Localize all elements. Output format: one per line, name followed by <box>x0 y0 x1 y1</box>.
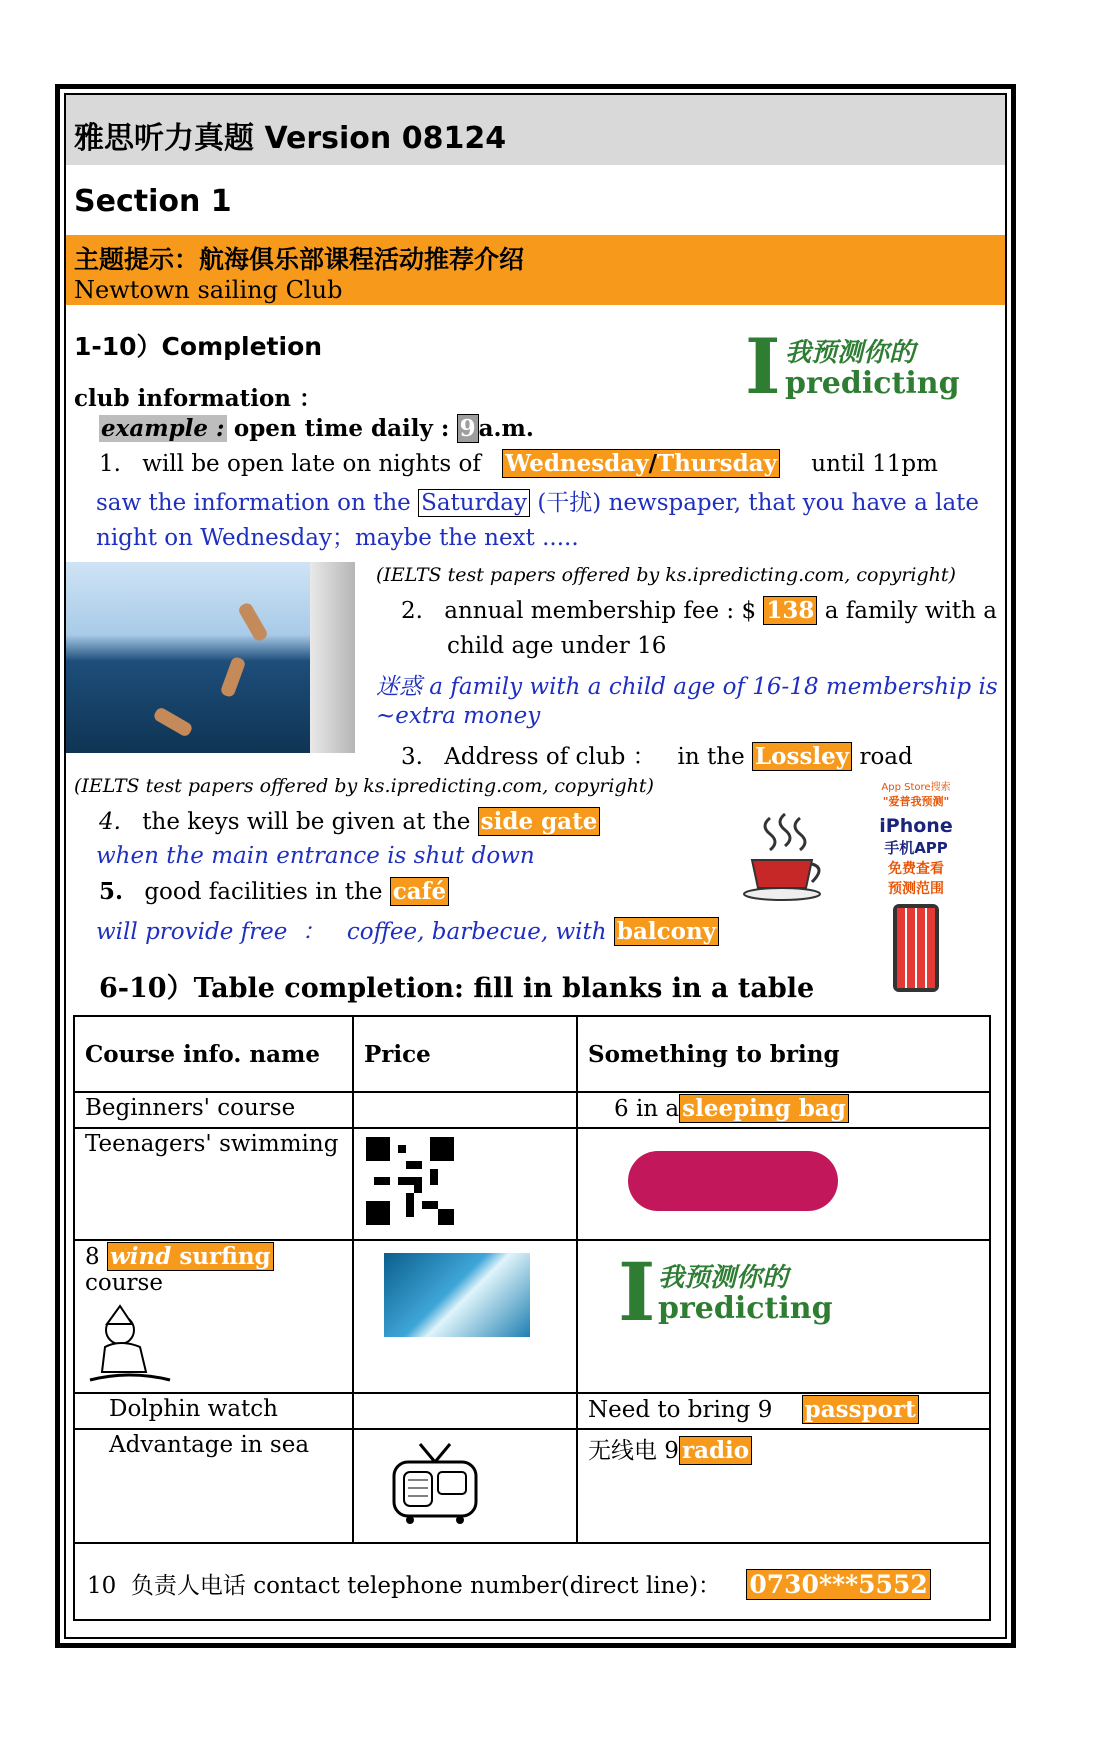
q5-note: will provide free ： coffee, barbecue, with balcony <box>96 913 719 946</box>
sleeping-bag-photo <box>628 1151 838 1211</box>
q6-answer: sleeping bag <box>679 1094 849 1123</box>
q2-note1: 迷惑 a family with a child age of 16-18 membership is <box>376 674 998 700</box>
q1-answer: Wednesday/Thursday <box>502 449 780 478</box>
row4-price <box>353 1393 577 1429</box>
q5-answer: café <box>390 877 449 906</box>
example-answer: 9 <box>457 414 479 443</box>
header-course: Course info. name <box>74 1016 353 1092</box>
q8-answer: wind surfing <box>107 1242 274 1271</box>
santa-surfer-icon <box>85 1302 175 1390</box>
copyright-2: (IELTS test papers offered by ks.ipredicting.com, copyright) <box>74 775 654 797</box>
row2-name: Teenagers' swimming <box>74 1128 353 1240</box>
phone-image <box>893 904 939 992</box>
section-title: Section 1 <box>74 184 232 219</box>
q9-answer-radio: radio <box>679 1436 752 1465</box>
table-row <box>74 1128 990 1240</box>
footer-text: 10 负责人电话 contact telephone number(direct line)： <box>87 1573 722 1599</box>
q1-tail: until 11pm <box>811 451 938 477</box>
row4-name: Dolphin watch <box>74 1393 353 1429</box>
q2-line2: child age under 16 <box>447 633 667 659</box>
app-ad <box>878 778 954 1014</box>
ipredicting-logo <box>745 322 960 411</box>
topic-en: Newtown sailing Club <box>74 276 343 304</box>
row5-name: Advantage in sea <box>74 1429 353 1543</box>
row1-price <box>353 1092 577 1128</box>
q1-num: 1. <box>99 451 121 477</box>
row2-price <box>353 1128 577 1240</box>
app-ad-line4: 手机APP <box>884 839 948 857</box>
app-ad-line5: 免费查看 <box>888 861 944 877</box>
q2-line: 2. annual membership fee : $ 138 a family with a <box>401 597 997 624</box>
q3-line: 3. Address of club ： in the Lossley road <box>401 743 913 770</box>
table-row <box>74 1393 990 1429</box>
row3-price <box>353 1240 577 1393</box>
example-line <box>99 415 534 442</box>
q2-answer: 138 <box>763 596 817 625</box>
q9-answer: passport <box>802 1395 919 1424</box>
example-text: open time daily : <box>233 415 450 442</box>
row1-bring: 6 in a sleeping bag <box>577 1092 990 1128</box>
club-info-heading: club information ： <box>74 385 323 412</box>
row5-bring: 无线电 9 radio <box>577 1429 990 1543</box>
row1-name: Beginners' course <box>74 1092 353 1128</box>
row3-bring <box>577 1240 990 1393</box>
q2-note2: ~extra money <box>376 703 541 729</box>
q1-text: will be open late on nights of <box>142 451 481 477</box>
logo-en: predicting <box>785 366 960 401</box>
table-row <box>74 1240 990 1393</box>
surfing-photo <box>384 1253 530 1337</box>
completion-heading: 1-10）Completion <box>74 332 323 361</box>
app-ad-line3: iPhone <box>879 815 953 837</box>
table-heading: 6-10）Table completion: fill in blanks in a table <box>99 973 815 1004</box>
q1-note-line1: saw the information on the Saturday (干扰) newspaper, that you have a late <box>96 490 980 516</box>
q5-answer2: balcony <box>614 917 719 946</box>
app-ad-line2: "爱普我预测" <box>882 795 950 808</box>
diving-photo <box>66 562 355 753</box>
page-title: 雅思听力真题 Version 08124 <box>74 121 507 156</box>
example-label: example : <box>101 415 225 442</box>
logo-cn: 我预测你的 <box>785 338 916 368</box>
row4-bring: Need to bring 9 passport <box>577 1393 990 1429</box>
table-header-row <box>74 1016 990 1092</box>
app-ad-line1: App Store搜索 <box>881 782 951 793</box>
course-table <box>73 1015 991 1544</box>
example-unit: a.m. <box>478 415 534 442</box>
header-price: Price <box>353 1016 577 1092</box>
ipredicting-logo-2: I 我预测你的 predicting <box>618 1245 833 1339</box>
q1-line <box>99 450 938 477</box>
logo-letter: I <box>745 322 781 411</box>
qr-code-icon <box>366 1137 454 1225</box>
app-ad-line6: 预测范围 <box>888 881 944 897</box>
row2-bring <box>577 1128 990 1240</box>
q10-answer: 0730***5552 <box>746 1569 930 1600</box>
table-row <box>74 1092 990 1128</box>
topic-cn: 主题提示：航海俱乐部课程活动推荐介绍 <box>74 245 525 274</box>
q4-answer: side gate <box>478 807 601 836</box>
copyright-1: (IELTS test papers offered by ks.ipredicting.com, copyright) <box>376 564 956 586</box>
q3-answer: Lossley <box>752 742 852 771</box>
q5-line: 5. good facilities in the café <box>99 878 449 905</box>
footer-row <box>73 1508 991 1621</box>
footer-line <box>87 1567 931 1600</box>
row3-name: 8 wind surfing course <box>74 1240 353 1393</box>
q4-note: when the main entrance is shut down <box>96 843 535 869</box>
q1-note-line2: night on Wednesday；maybe the next ..... <box>96 525 579 551</box>
coffee-cup-icon <box>740 808 830 904</box>
header-bring: Something to bring <box>577 1016 990 1092</box>
q4-line: 4. the keys will be given at the side gate <box>99 808 600 835</box>
